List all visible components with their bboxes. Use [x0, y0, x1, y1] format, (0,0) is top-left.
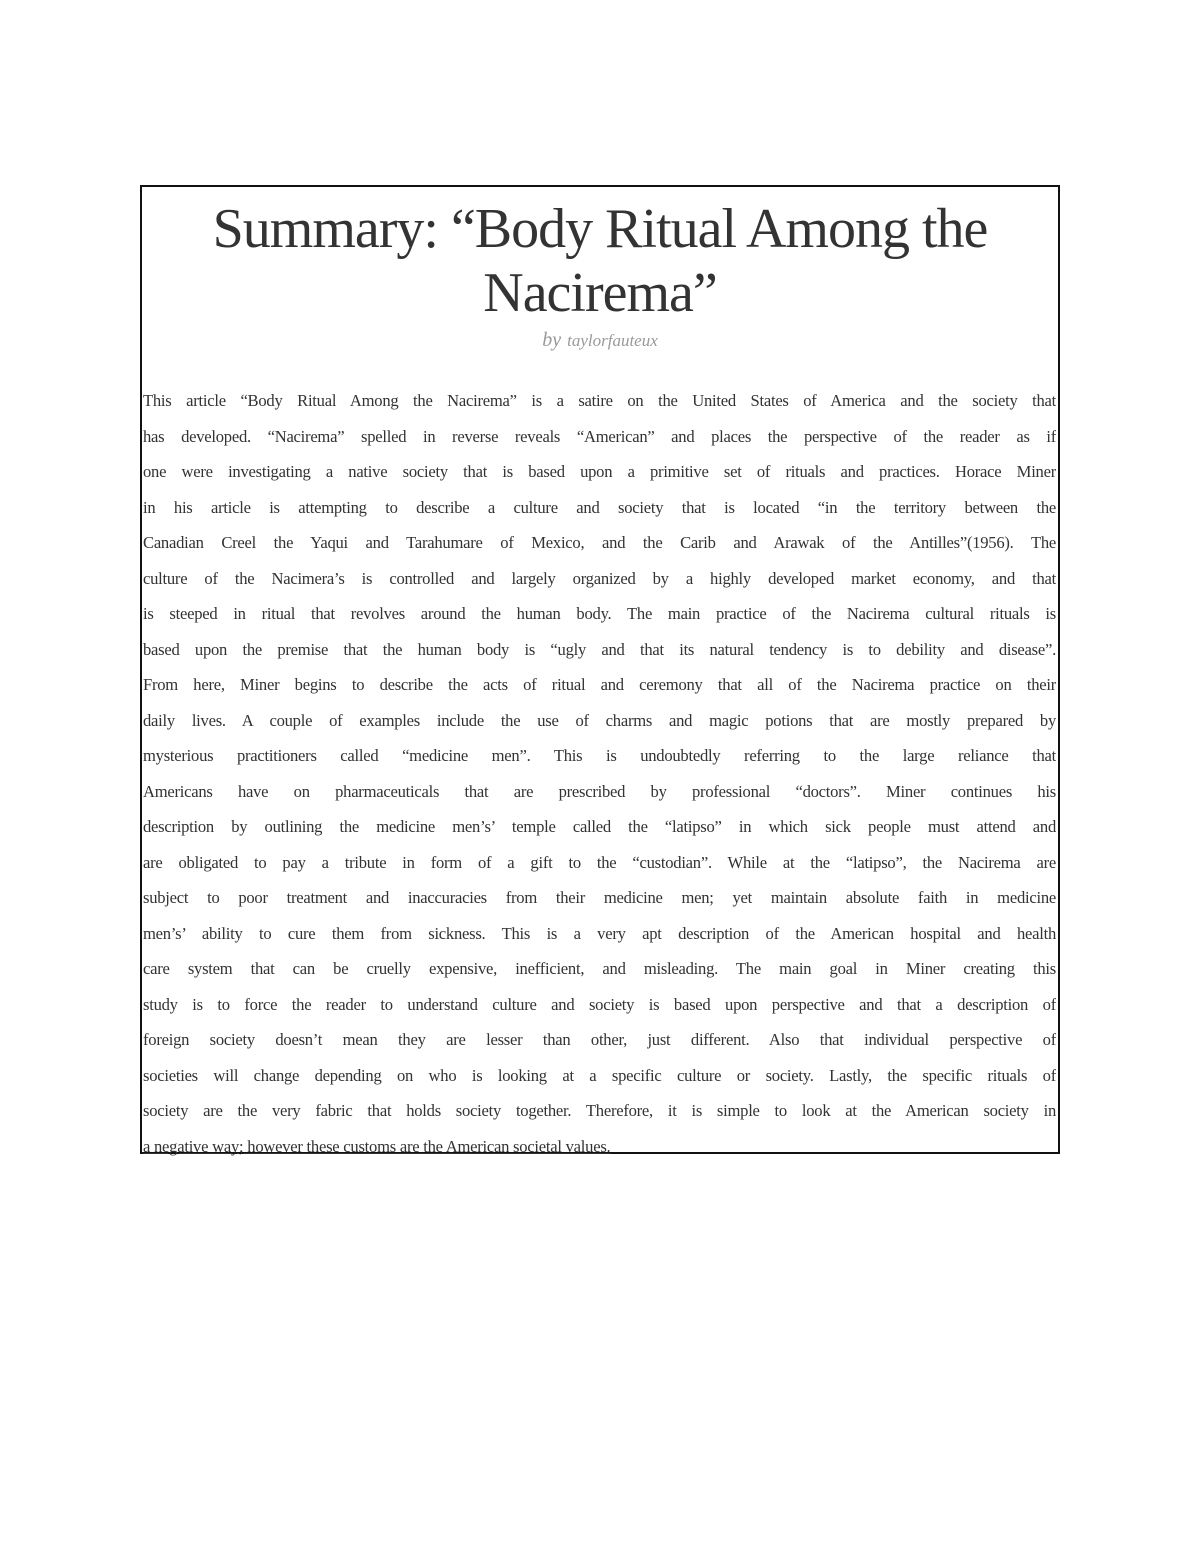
body-line: From here, Miner begins to describe the acts of ritual and ceremony that all of the Nacirema practice on their: [143, 675, 1056, 694]
body-line: is steeped in ritual that revolves around the human body. The main practice of the Nacirema cultural rituals is: [143, 604, 1056, 623]
body-line: subject to poor treatment and inaccuracies from their medicine men; yet maintain absolute faith in medicine: [143, 888, 1056, 907]
body-line: culture of the Nacimera’s is controlled and largely organized by a highly developed market economy, and that: [143, 568, 1056, 588]
byline-prefix: by: [542, 329, 562, 351]
body-line: This article “Body Ritual Among the Nacirema” is a satire on the United States of America and the society that: [143, 391, 1056, 410]
byline: [142, 329, 1058, 352]
summary-body: [143, 387, 1056, 1168]
body-line: study is to force the reader to understand culture and society is based upon perspective and that a description of: [143, 994, 1056, 1014]
body-line: society are the very fabric that holds society together. Therefore, it is simple to look at the American society in: [143, 1101, 1056, 1120]
body-line: foreign society doesn’t mean they are lesser than other, just different. Also that individual perspective of: [143, 1030, 1056, 1049]
body-line: description by outlining the medicine men’s’ temple called the “latipso” in which sick people must attend and: [143, 817, 1056, 836]
body-line: based upon the premise that the human body is “ugly and that its natural tendency is to debility and disease”.: [143, 639, 1056, 659]
body-line: mysterious practitioners called “medicine men”. This is undoubtedly referring to the large reliance that: [143, 746, 1056, 765]
body-line: has developed. “Nacirema” spelled in reverse reveals “American” and places the perspective of the reader as if: [143, 426, 1056, 446]
body-line: daily lives. A couple of examples include the use of charms and magic potions that are mostly prepared by: [143, 710, 1056, 730]
body-line: are obligated to pay a tribute in form of a gift to the “custodian”. While at the “latipso”, the Nacirema are: [143, 852, 1056, 872]
body-line: Canadian Creel the Yaqui and Tarahumare of Mexico, and the Carib and Arawak of the Antilles”(1956). The: [143, 533, 1056, 552]
body-line: one were investigating a native society that is based upon a primitive set of rituals and practices. Horace Miner: [143, 462, 1056, 481]
body-line: Americans have on pharmaceuticals that are prescribed by professional “doctors”. Miner continues his: [143, 781, 1056, 801]
author-name: taylorfauteux: [567, 331, 658, 350]
summary-box: [140, 185, 1060, 1154]
body-line: men’s’ ability to cure them from sickness. This is a very apt description of the American hospital and health: [143, 923, 1056, 943]
body-line: care system that can be cruelly expensive, inefficient, and misleading. The main goal in Miner creating this: [143, 959, 1056, 978]
body-line: a negative way; however these customs are the American societal values.: [143, 1136, 611, 1156]
body-line: societies will change depending on who is looking at a specific culture or society. Lastly, the specific rituals of: [143, 1065, 1056, 1085]
document-title: Summary: “Body Ritual Among the Nacirema”: [212, 198, 988, 324]
body-line: in his article is attempting to describe a culture and society that is located “in the territory between the: [143, 497, 1056, 517]
